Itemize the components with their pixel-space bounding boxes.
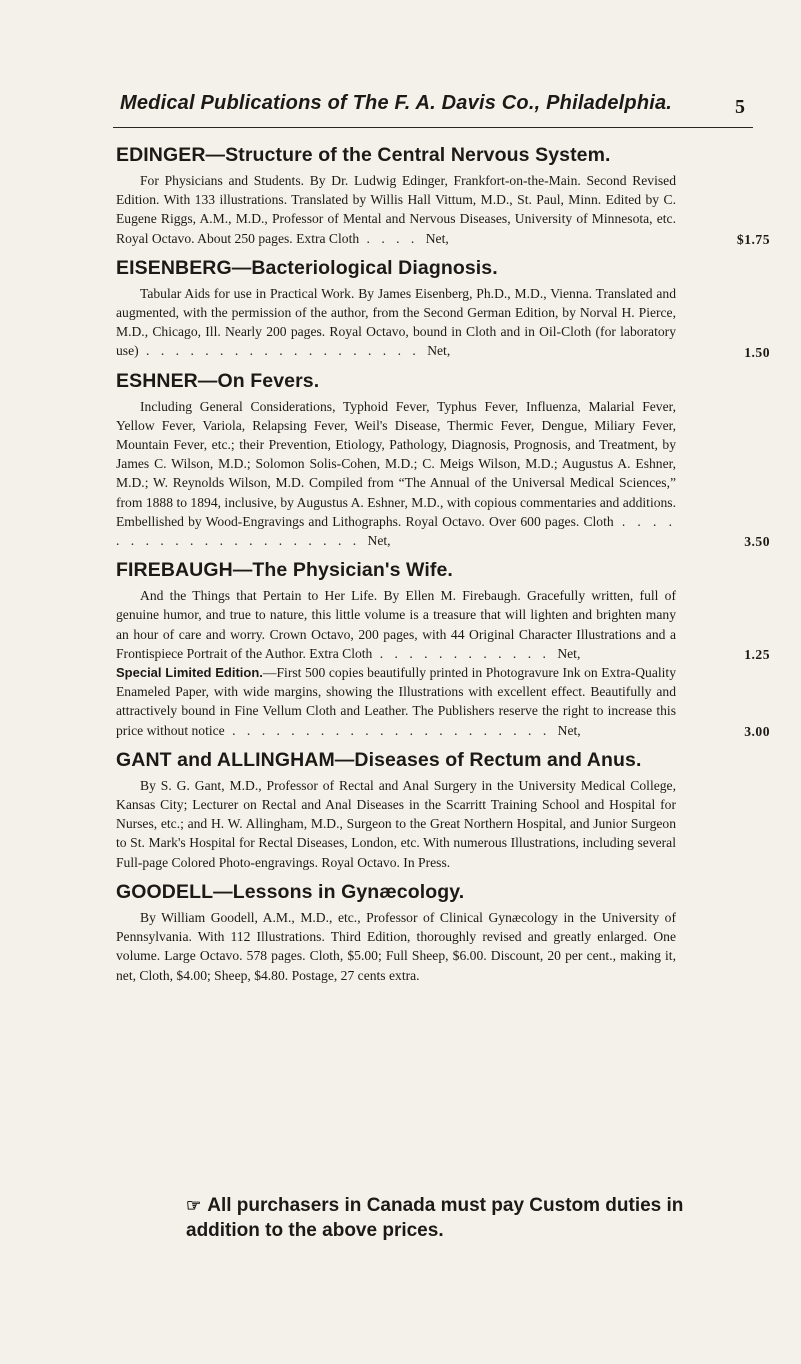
book-entry (116, 881, 676, 985)
book-entry (116, 369, 770, 551)
entry-heading: ESHNER—On Fevers. (116, 369, 320, 392)
pointing-hand-icon: ☞ (186, 1196, 202, 1215)
header-rule (113, 127, 753, 128)
book-entry (116, 256, 770, 361)
customs-notice (186, 1193, 738, 1243)
entry-heading: GOODELL—Lessons in Gynæcology. (116, 880, 465, 903)
special-edition-block (116, 663, 770, 740)
book-list (116, 144, 770, 994)
entry-price: $1.75 (736, 231, 770, 247)
entry-main-block (116, 586, 770, 663)
special-edition-label: Special Limited Edition. (116, 665, 263, 681)
running-head: Medical Publications of The F. A. Davis Co., Philadelphia. (120, 92, 673, 114)
entry-description: By William Goodell, A.M., M.D., etc., Professor of Clinical Gynæcology in the University of Pennsylvania. With 112 Illustrations. Third Edition, thoroughly revised and greatly enlarged. One volume. Large Octavo. 578 pages. Cloth, $5.00; Full Sheep, $6.00. Discount, 20 per cent., making it, net, Cloth, $4.00; Sheep, $4.80. Postage, 27 cents extra. (116, 909, 676, 983)
entry-description: Tabular Aids for use in Practical Work. By James Eisenberg, Ph.D., M.D., Vienna. Translated and augmented, with the permission of the author, from the Second German Edition, by Norval H. Pierce, M.D., Chicago, Ill. Nearly 200 pages. Royal Octavo, bound in Cloth and in Oil-Cloth (for laboratory use) . . . . . . . . . . . . . . . . . . . Net, (116, 285, 676, 359)
page-number: 5 (735, 96, 745, 118)
special-edition-price: 3.00 (744, 723, 770, 739)
entry-description: By S. G. Gant, M.D., Professor of Rectal and Anal Surgery in the University Medical College, Kansas City; Lecturer on Rectal and Anal Diseases in the Scarritt Training School and Hospital for Nurses, etc.; and H. W. Allingham, M.D., Surgeon to the Great Northern Hospital, and Junior Surgeon to St. Mark's Hospital for Rectal Diseases, London, etc. With numerous Illustrations, including several Full-page Colored Photo-engravings. Royal Octavo. In Press. (116, 777, 676, 870)
entry-heading: EISENBERG—Bacteriological Diagnosis. (116, 256, 498, 279)
customs-notice-text: All purchasers in Canada must pay Custom duties in addition to the above prices. (186, 1195, 684, 1241)
book-entry (116, 144, 770, 248)
special-edition-text: Special Limited Edition.—First 500 copies beautifully printed in Photogravure Ink on Extra-Quality Enameled Paper, with wide margins, showing the Illustrations with excellent effect. Beautifully and attractively bound in Fine Vellum Cloth and Leather. The Publishers reserve the right to increase this price without notice . . . . . . . . . . . . . . . . . . . . . . Net, (116, 665, 676, 738)
entry-description: And the Things that Pertain to Her Life. By Ellen M. Firebaugh. Gracefully written, full of genuine humor, and true to nature, this little volume is a treasure that will lighten and brighten many an hour of care and worry. Crown Octavo, 200 pages, with 44 Original Character Illustrations and a Frontispiece Portrait of the Author. Extra Cloth . . . . . . . . . . . . Net, (116, 588, 676, 661)
entry-price: 1.50 (744, 344, 770, 360)
entry-price: 3.50 (744, 534, 770, 550)
entry-description: Including General Considerations, Typhoid Fever, Typhus Fever, Influenza, Malarial Fever, Yellow Fever, Variola, Relapsing Fever, Weil's Disease, Thermic Fever, Dengue, Miliary Fever, Mountain Fever, etc.; their Prevention, Etiology, Pathology, Diagnosis, Prognosis, and Treatment, by James C. Wilson, M.D.; Solomon Solis-Cohen, M.D.; C. Meigs Wilson, M.D.; Augustus A. Eshner, M.D.; W. Reynolds Wilson, M.D. Compiled from “The Annual of the Universal Medical Sciences,” from 1888 to 1894, inclusive, by Augustus A. Eshner, M.D., with copious commentaries and additions. Embellished by Wood-Engravings and Lithographs. Royal Octavo. Over 600 pages. Cloth . . . . . . . . . . . . . . . . . . . . . Net, (116, 398, 676, 549)
entry-price: 1.25 (744, 647, 770, 663)
entry-heading: EDINGER—Structure of the Central Nervous System. (116, 144, 611, 166)
entry-description: For Physicians and Students. By Dr. Ludwig Edinger, Frankfort-on-the-Main. Second Revised Edition. With 133 illustrations. Translated by Willis Hall Vittum, M.D., St. Paul, Minn. Edited by C. Eugene Riggs, A.M., M.D., Professor of Mental and Nervous Diseases, University of Minnesota, etc. Royal Octavo. About 250 pages. Extra Cloth . . . . Net, (116, 173, 676, 246)
entry-heading: GANT and ALLINGHAM—Diseases of Rectum and Anus. (116, 748, 642, 771)
book-entry (116, 749, 676, 872)
book-entry (116, 559, 770, 740)
entry-heading: FIREBAUGH—The Physician's Wife. (116, 559, 453, 582)
